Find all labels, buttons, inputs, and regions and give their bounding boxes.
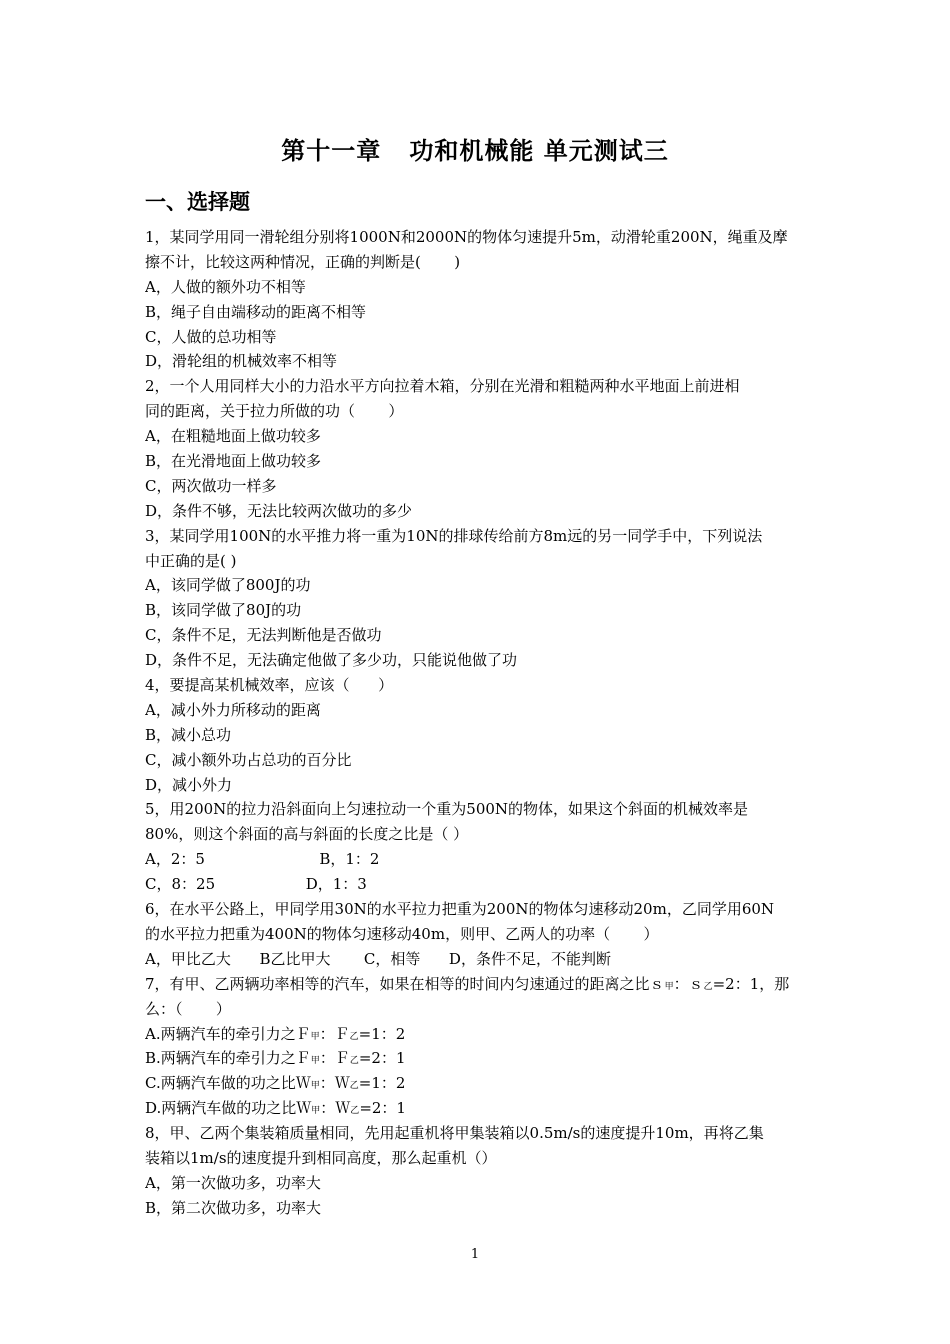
- q7a-text-1: A.两辆汽车的牵引力之Ｆ: [145, 1024, 311, 1043]
- question-2-stem-line-1: 2，一个人用同样大小的力沿水平方向拉着木箱，分别在光滑和粗糙两种水平地面上前进相: [145, 377, 740, 396]
- question-1-option-b: B，绳子自由端移动的距离不相等: [145, 302, 367, 321]
- question-1-stem-line-2: 擦不计，比较这两种情况，正确的判断是( ): [145, 252, 461, 271]
- question-1-option-a: A，人做的额外功不相等: [145, 277, 306, 296]
- question-2-option-b: B，在光滑地面上做功较多: [145, 452, 322, 471]
- q7-stem-text-1: 7，有甲、乙两辆功率相等的汽车，如果在相等的时间内匀速通过的距离之比ｓ: [145, 974, 665, 993]
- question-1-stem-line-1: 1，某同学用同一滑轮组分别将1000N和2000N的物体匀速提升5m，动滑轮重200N，绳重及摩: [145, 228, 788, 246]
- q7a-sub-1: 甲: [310, 1031, 320, 1042]
- q7c-sub-1: 甲: [310, 1081, 320, 1092]
- question-5-stem-line-2: 80%，则这个斜面的高与斜面的长度之比是（ ）: [145, 825, 469, 844]
- q7b-sub-2: 乙: [349, 1056, 359, 1067]
- question-6-option-row-1: A，甲比乙大 B乙比甲大 C，相等 D，条件不足，不能判断: [145, 949, 611, 968]
- question-3-option-b: B，该同学做了80J的功: [145, 601, 302, 620]
- q7d-sub-2: 乙: [350, 1106, 360, 1117]
- question-4-option-a: A，减小外力所移动的距离: [145, 700, 321, 719]
- question-4-option-c: C，减小额外功占总功的百分比: [145, 750, 352, 769]
- q7c-sub-2: 乙: [349, 1081, 359, 1092]
- q7-stem-text-2: ：ｓ: [673, 974, 704, 993]
- question-3-stem-line-2: 中正确的是( ): [145, 551, 237, 570]
- question-2-option-a: A，在粗糙地面上做功较多: [145, 427, 321, 446]
- q7d-text-3: =2：1: [359, 1099, 406, 1118]
- q7-stem-sub-2: 乙: [703, 981, 713, 992]
- question-7-option-c: [145, 1071, 807, 1096]
- q7d-text-2: ：Ｗ: [320, 1099, 351, 1118]
- question-8-option-b: B，第二次做功多，功率大: [145, 1198, 322, 1217]
- question-5-option-row-1: A，2：5 B，1：2: [145, 850, 380, 869]
- question-5-stem-line-1: 5，用200N的拉力沿斜面向上匀速拉动一个重为500N的物体，如果这个斜面的机械效率是: [145, 800, 749, 819]
- question-7-option-a: [145, 1022, 807, 1047]
- question-2-stem-line-2: 同的距离，关于拉力所做的功（ ）: [145, 402, 404, 421]
- q7c-text-2: ：Ｗ: [319, 1074, 350, 1093]
- question-8-stem-line-1: 8，甲、乙两个集装箱质量相同，先用起重机将甲集装箱以0.5m/s的速度提升10m，再将乙集: [145, 1124, 764, 1143]
- question-2-option-d: D，条件不够，无法比较两次做功的多少: [145, 501, 413, 520]
- q7-stem-sub-1: 甲: [664, 981, 674, 992]
- q7d-sub-1: 甲: [311, 1106, 321, 1117]
- question-2-option-c: C，两次做功一样多: [145, 476, 277, 495]
- question-4-stem-line-1: 4，要提高某机械效率，应该（ ）: [145, 676, 394, 695]
- question-3-option-a: A，该同学做了800J的功: [145, 576, 311, 595]
- page-number: 1: [470, 1247, 480, 1262]
- q7-stem-text-3: =2：1，那: [712, 974, 790, 993]
- question-list: [145, 225, 807, 1221]
- q7c-text-1: C.两辆汽车做的功之比Ｗ: [145, 1074, 311, 1093]
- q7c-text-3: =1：2: [358, 1074, 406, 1093]
- q7b-text-1: B.两辆汽车的牵引力之Ｆ: [145, 1049, 311, 1068]
- q7d-text-1: D.两辆汽车做的功之比Ｗ: [145, 1099, 312, 1118]
- question-7-option-b: [145, 1046, 807, 1071]
- q7b-text-2: ：Ｆ: [319, 1049, 350, 1068]
- question-1-option-c: C，人做的总功相等: [145, 327, 277, 346]
- question-7-stem-line-1: [145, 972, 807, 997]
- q7a-text-3: =1：2: [358, 1024, 406, 1043]
- question-6-stem-line-1: 6，在水平公路上，甲同学用30N的水平拉力把重为200N的物体匀速移动20m，乙同学用60N: [145, 900, 775, 919]
- question-8-option-a: A，第一次做功多，功率大: [145, 1173, 321, 1192]
- question-7-stem-line-2: 么：（ ）: [145, 999, 231, 1018]
- question-3-stem-line-1: 3，某同学用100N的水平推力将一重为10N的排球传给前方8m远的另一同学手中，下列说法: [145, 526, 763, 545]
- question-1-option-d: D，滑轮组的机械效率不相等: [145, 352, 338, 371]
- section-heading: 一、选择题: [145, 190, 250, 214]
- question-3-option-c: C，条件不足，无法判断他是否做功: [145, 626, 382, 645]
- question-8-stem-line-2: 装箱以1m/s的速度提升到相同高度，那么起重机（）: [145, 1148, 497, 1167]
- question-4-option-d: D，减小外力: [145, 775, 233, 794]
- question-7-option-d: [145, 1096, 807, 1121]
- question-6-stem-line-2: 的水平拉力把重为400N的物体匀速移动40m，则甲、乙两人的功率（ ）: [145, 924, 659, 943]
- question-5-option-row-2: C，8：25 D，1：3: [145, 875, 367, 894]
- question-3-option-d: D，条件不足，无法确定他做了多少功，只能说他做了功: [145, 651, 518, 670]
- q7a-text-2: ：Ｆ: [319, 1024, 350, 1043]
- q7b-sub-1: 甲: [310, 1056, 320, 1067]
- question-4-option-b: B，减小总功: [145, 725, 232, 744]
- q7b-text-3: =2：1: [358, 1049, 406, 1068]
- q7a-sub-2: 乙: [349, 1031, 359, 1042]
- document-title: 第十一章 功和机械能 单元测试三: [281, 137, 669, 165]
